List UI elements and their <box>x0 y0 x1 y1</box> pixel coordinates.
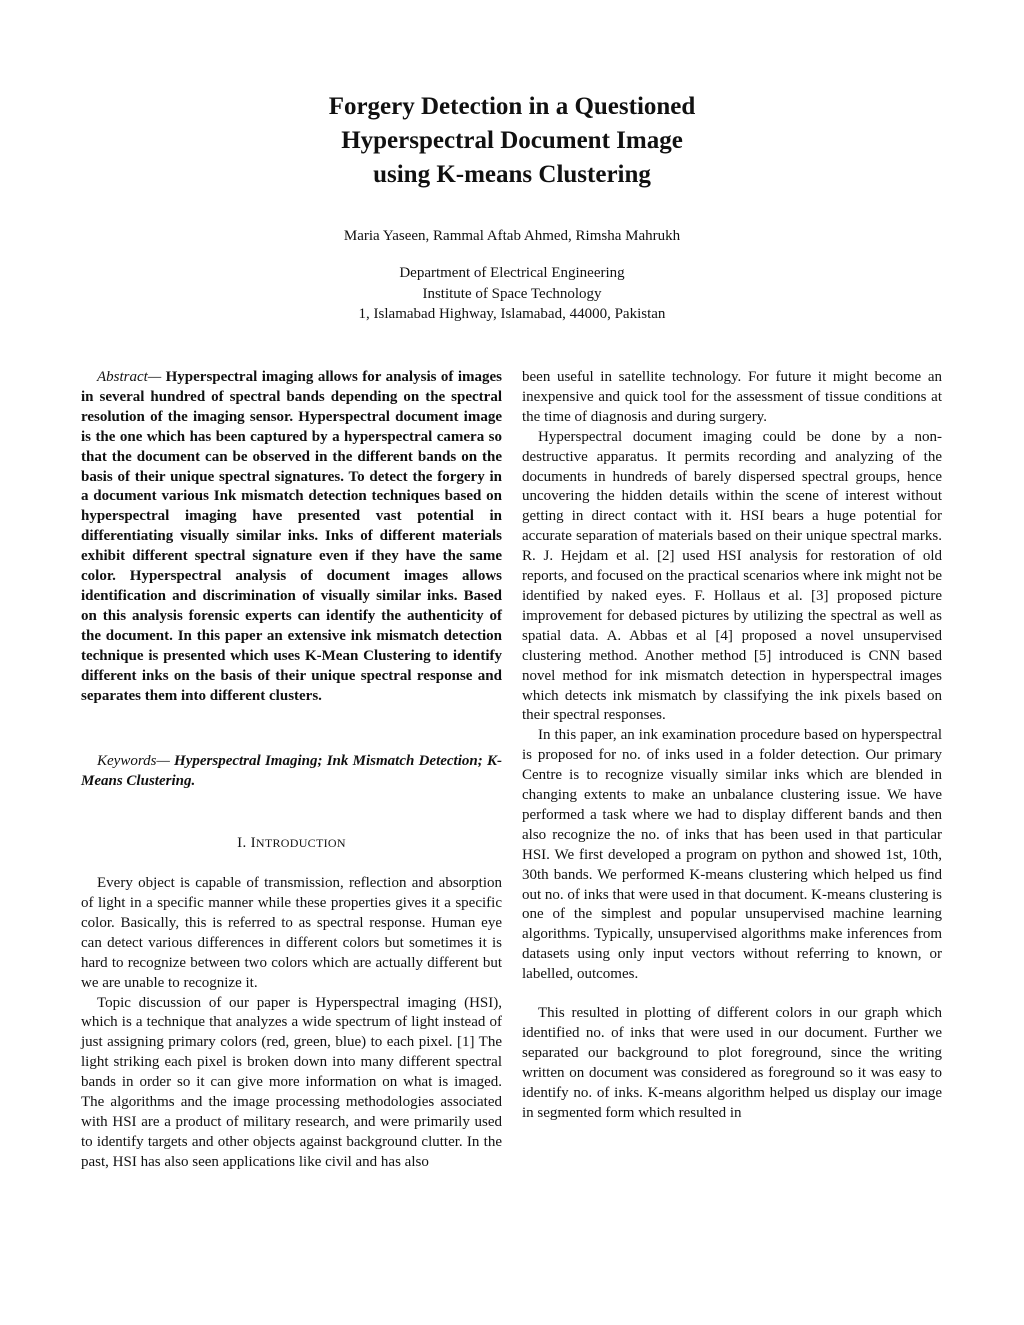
abstract-label: Abstract— <box>97 369 162 385</box>
affiliation-department: Department of Electrical Engineering <box>399 265 625 281</box>
affiliation <box>0 263 1024 325</box>
body-paragraph: Every object is capable of transmission, reflection and absorption of light in a specific manner while these properties gives it a specific color. Basically, this is referred to as spectral response. Human eye can detect various differences in different colors but sometimes it is hard to recognize between two colors which are actually different but we are unable to recognize it. <box>81 875 502 991</box>
body-paragraph: This resulted in plotting of different colors in our graph which identified no. of inks that were used in our document. Further we separated our background to plot foreground, since the writing written on document was considered as foreground so it was easy to identify no. of inks. K-means algorithm helped us display our image in segmented form which resulted in <box>522 1005 942 1121</box>
author-list: Maria Yaseen, Rammal Aftab Ahmed, Rimsha Mahrukh <box>343 228 681 244</box>
title-line: Forgery Detection in a Questioned <box>328 93 696 120</box>
paper-title <box>0 90 1024 192</box>
body-paragraph: Topic discussion of our paper is Hyperspectral imaging (HSI), which is a technique that analyzes a wide spectrum of light instead of just assigning primary colors (red, green, blue) to each pixel. [1] The light striking each pixel is broken down into many different spectral bands in order so it can give more information on what is imaged. The algorithms and the image processing methodologies associated with HSI are a product of military research, and were primarily used to identify targets and other objects against background clutter. In the past, HSI has also seen applications like civil and has also <box>81 994 502 1170</box>
section-initial: I <box>250 835 256 852</box>
body-paragraph: been useful in satellite technology. For future it might become an inexpensive and quick tool for the assessment of tissue conditions at the time of diagnosis and during surgery. <box>522 369 942 425</box>
title-line: using K-means Clustering <box>373 161 651 188</box>
affiliation-address: 1, Islamabad Highway, Islamabad, 44000, Pakistan <box>358 306 666 322</box>
right-column <box>522 368 942 1124</box>
section-heading-introduction <box>81 834 502 854</box>
body-paragraph: Hyperspectral document imaging could be done by a non-destructive apparatus. It permits recording and analyzing of the documents in hundreds of barely dispersed spectral groups, hence uncovering the hidden details within the scene of interest without getting in direct contact with it. HSI bears a huge potential for accurate separation of materials based on their unique spectral marks. R. J. Hejdam et al. [2] used HSI analysis for restoration of old reports, and focused on the practical scenarios where ink might not be identified by naked eyes. F. Hollaus et al. [3] proposed picture improvement for debased pictures by utilizing the spectral as well as spatial data. A. Abbas et al [4] proposed a novel unsupervised clustering method. Another method [5] introduced is CNN based novel method for ink mismatch detection in hyperspectral images which detects ink mismatch by classifying the ink pixels based on their spectral responses. <box>522 428 942 724</box>
section-title-rest: NTRODUCTION <box>255 836 346 851</box>
title-line: Hyperspectral Document Image <box>341 127 683 154</box>
abstract-text: Hyperspectral imaging allows for analysis of images in several hundred of spectral bands depending on the spectral resolution of the imaging sensor. Hyperspectral document image is the one which has been captured by a hyperspectral camera so that the document can be observed in the different bands on the basis of their unique spectral signatures. To detect the forgery in a document various Ink mismatch detection techniques based on hyperspectral imaging have presented vast potential in differentiating visually similar inks. Inks of different materials exhibit different spectral signature even if they have the same color. Hyperspectral analysis of document images allows identification and discrimination of visually similar inks. Based on this analysis forensic experts can identify the authenticity of the document. In this paper an extensive ink mismatch detection technique is presented which uses K-Mean Clustering to identify different inks on the basis of their unique spectral response and separates them into different clusters. <box>81 369 502 704</box>
left-column <box>81 368 502 1173</box>
abstract <box>81 368 502 706</box>
keywords-text: Hyperspectral Imaging; Ink Mismatch Detection; K-Means Clustering. <box>81 753 502 790</box>
keywords <box>81 752 502 792</box>
keywords-label: Keywords— <box>97 753 170 770</box>
affiliation-institute: Institute of Space Technology <box>422 285 602 302</box>
body-paragraph: In this paper, an ink examination procedure based on hyperspectral is proposed for no. of inks used in a folder detection. Our primary Centre is to recognize visually similar inks which are blended in changing extents to make an unbalance clustering issue. We have performed a task where we had to display different bands and then also recognize the no. of inks that has been used in that particular HSI. We first developed a program on python and showed 1st, 10th, 30th bands. We performed K-means clustering which helped us find out no. of inks that were used in that document. K-means clustering is one of the simplest and popular unsupervised machine learning algorithms. Typically, unsupervised algorithms make inferences from datasets using only input vectors without referring to known, or labelled, outcomes. <box>522 727 942 983</box>
section-number: I. <box>237 835 251 852</box>
